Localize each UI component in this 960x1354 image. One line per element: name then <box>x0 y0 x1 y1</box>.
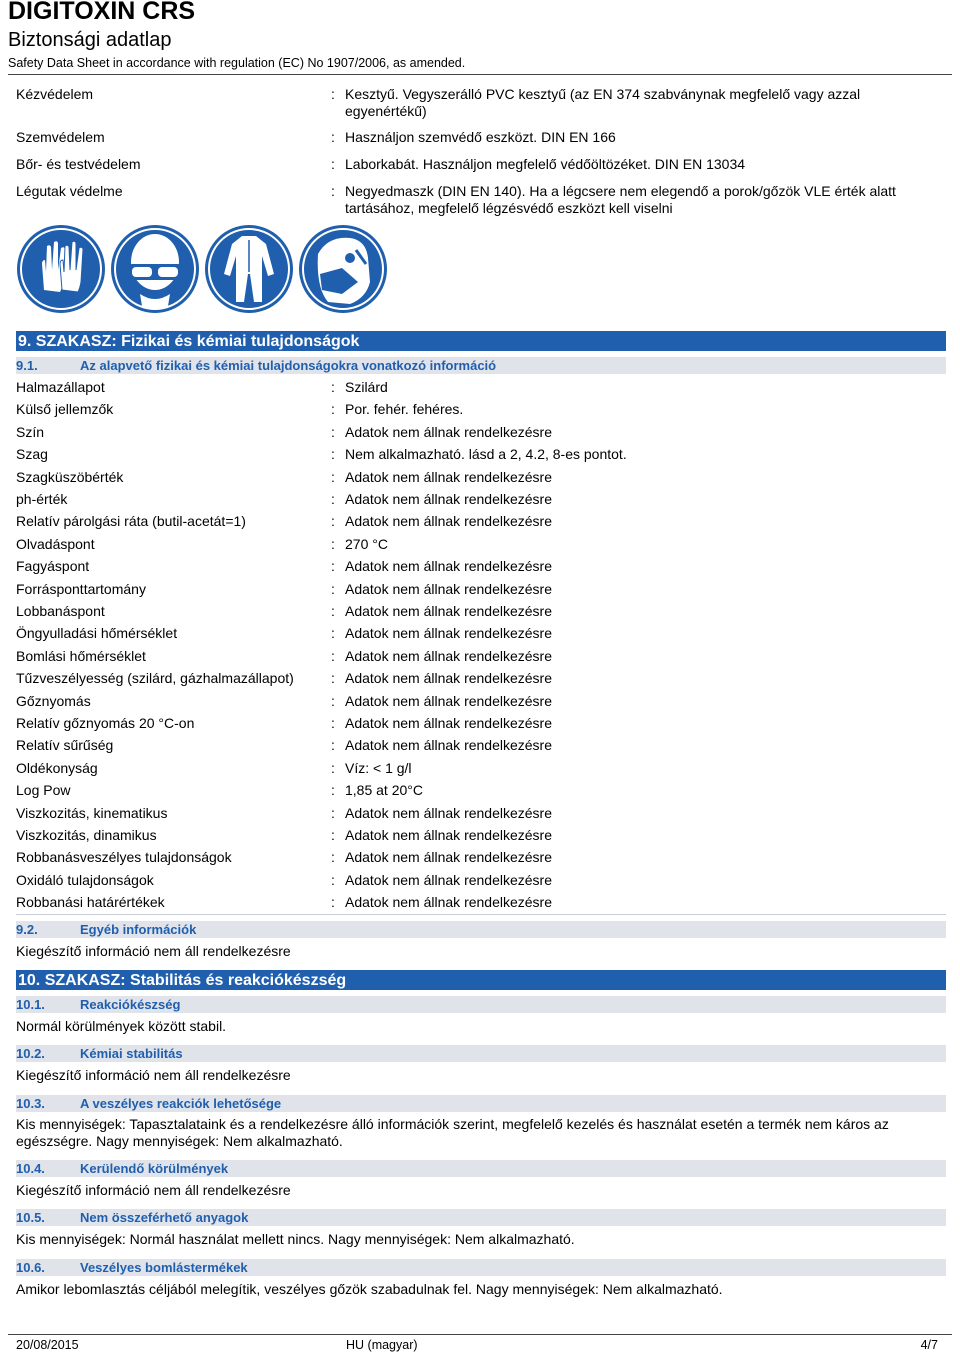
separator-colon: : <box>331 513 335 530</box>
footer-page-number: 4/7 <box>920 1338 938 1352</box>
subsection-text: Amikor lebomlasztás céljából melegítik, veszélyes gőzök szabadulnak fel. Nagy mennyiségek: Nem alkalmazható. <box>16 1281 723 1297</box>
properties-divider <box>16 376 946 915</box>
separator-colon: : <box>331 580 335 597</box>
subsection-text: Kiegészítő információ nem áll rendelkezésre <box>16 943 291 959</box>
property-label: Fagyáspont <box>16 558 90 575</box>
property-value: Nem alkalmazható. lásd a 2, 4.2, 8-es pontot. <box>345 446 627 463</box>
subsection-number: 10.1. <box>16 997 45 1012</box>
property-value: Szilárd <box>345 379 388 395</box>
protection-value: Használjon szemvédő eszközt. DIN EN 166 <box>345 129 616 145</box>
property-label: Halmazállapot <box>16 379 105 395</box>
section-10-heading: 10. SZAKASZ: Stabilitás és reakciókészség <box>16 970 946 990</box>
property-value: 1,85 at 20°C <box>345 782 423 799</box>
footer-language: HU (magyar) <box>346 1338 418 1352</box>
footer-divider <box>8 1334 952 1335</box>
subsection-title: A veszélyes reakciók lehetősége <box>80 1096 282 1111</box>
separator-colon: : <box>331 827 335 843</box>
subsection-number: 10.5. <box>16 1210 45 1225</box>
separator-colon: : <box>331 401 335 418</box>
subsection-9-2-heading <box>16 921 946 938</box>
subsection-title: Kémiai stabilitás <box>80 1046 183 1061</box>
subsection-title: Nem összeférhető anyagok <box>80 1210 249 1225</box>
subsection-10-6-heading <box>16 1259 946 1276</box>
subsection-9-1-heading <box>16 357 946 374</box>
property-label: Robbanásveszélyes tulajdonságok <box>16 849 232 866</box>
property-label: Forrásponttartomány <box>16 580 146 597</box>
property-value: Adatok nem állnak rendelkezésre <box>345 692 553 709</box>
separator-colon: : <box>331 603 335 619</box>
subsection-10-4-heading <box>16 1160 946 1177</box>
property-value: 270 °C <box>345 535 388 552</box>
property-label: Olvadáspont <box>16 535 95 552</box>
subsection-text: Normál körülmények között stabil. <box>16 1018 227 1034</box>
gloves-icon <box>16 224 106 314</box>
subsection-title: Reakciókészség <box>80 997 181 1012</box>
separator-colon: : <box>331 491 335 507</box>
separator-colon: : <box>331 423 335 440</box>
separator-colon: : <box>331 782 335 799</box>
separator-colon: : <box>331 535 335 552</box>
property-value: Adatok nem állnak rendelkezésre <box>345 603 553 619</box>
subsection-title: Egyéb információk <box>80 922 197 937</box>
property-value: Adatok nem állnak rendelkezésre <box>345 737 553 754</box>
property-label: Lobbanáspont <box>16 603 105 619</box>
property-value: Adatok nem állnak rendelkezésre <box>345 804 553 821</box>
separator-colon: : <box>331 670 335 687</box>
subsection-text: Kiegészítő információ nem áll rendelkezésre <box>16 1067 291 1083</box>
property-label: Oldékonyság <box>16 759 98 776</box>
document-title: DIGITOXIN CRS <box>8 0 196 25</box>
property-label: Öngyulladási hőmérséklet <box>16 625 178 642</box>
subsection-10-5-heading <box>16 1209 946 1226</box>
property-value: Adatok nem állnak rendelkezésre <box>345 491 553 507</box>
separator-colon: : <box>331 183 335 199</box>
property-label: Szag <box>16 446 48 463</box>
section-9-heading: 9. SZAKASZ: Fizikai és kémiai tulajdonságok <box>16 331 946 351</box>
subsection-number: 10.6. <box>16 1260 45 1275</box>
protection-label: Kézvédelem <box>16 86 94 102</box>
subsection-10-3-heading <box>16 1095 946 1112</box>
property-label: ph-érték <box>16 491 68 507</box>
separator-colon: : <box>331 86 335 102</box>
subsection-number: 9.1. <box>16 358 38 373</box>
protection-value: Negyedmaszk (DIN EN 140). Ha a légcsere nem elegendő a porok/gőzök VLE érték alatt tartásához, megfelelő légzésvédő eszközt kell viselni <box>345 183 896 216</box>
regulation-note: Safety Data Sheet in accordance with regulation (EC) No 1907/2006, as amended. <box>8 56 466 70</box>
separator-colon: : <box>331 446 335 463</box>
property-value: Por. fehér. fehéres. <box>345 401 464 418</box>
subsection-10-1-heading <box>16 996 946 1013</box>
property-label: Gőznyomás <box>16 692 91 709</box>
property-label: Log Pow <box>16 782 71 799</box>
property-value: Adatok nem állnak rendelkezésre <box>345 625 553 642</box>
header-divider <box>8 74 952 75</box>
separator-colon: : <box>331 647 335 664</box>
property-value: Adatok nem állnak rendelkezésre <box>345 468 553 485</box>
property-value: Adatok nem állnak rendelkezésre <box>345 558 553 575</box>
property-label: Tűzveszélyesség (szilárd, gázhalmazállapot) <box>16 670 294 687</box>
property-label: Szín <box>16 423 45 440</box>
property-value: Adatok nem állnak rendelkezésre <box>345 849 553 866</box>
separator-colon: : <box>331 849 335 866</box>
property-label: Viszkozitás, dinamikus <box>16 827 157 843</box>
protection-label: Légutak védelme <box>16 183 123 199</box>
subsection-title: Veszélyes bomlástermékek <box>80 1260 248 1275</box>
ppe-pictograms <box>16 224 436 316</box>
separator-colon: : <box>331 759 335 776</box>
subsection-text: Kis mennyiségek: Tapasztalataink és a rendelkezésre álló információk szerint, megfelelő kezelés és használat esetén a termék nem káros az egészségre. Nagy mennyiségek: Nem alkalmazható. <box>16 1116 889 1149</box>
property-label: Viszkozitás, kinematikus <box>16 804 168 821</box>
protection-value: Kesztyű. Vegyszerálló PVC kesztyű (az EN 374 szabványnak megfelelő vagy azzal egyenértékű) <box>345 86 861 119</box>
document-subtitle: Biztonsági adatlap <box>8 29 172 51</box>
separator-colon: : <box>331 715 335 731</box>
property-value: Adatok nem állnak rendelkezésre <box>345 423 553 440</box>
property-label: Bomlási hőmérséklet <box>16 647 146 664</box>
goggles-icon <box>110 224 200 314</box>
subsection-10-2-heading <box>16 1045 946 1062</box>
property-label: Relatív gőznyomás 20 °C-on <box>16 715 195 731</box>
separator-colon: : <box>331 625 335 642</box>
separator-colon: : <box>331 558 335 575</box>
property-value: Adatok nem állnak rendelkezésre <box>345 670 553 687</box>
separator-colon: : <box>331 692 335 709</box>
subsection-title: Az alapvető fizikai és kémiai tulajdonságokra vonatkozó információ <box>80 358 497 373</box>
property-label: Oxidáló tulajdonságok <box>16 871 154 888</box>
property-value: Adatok nem állnak rendelkezésre <box>345 715 553 731</box>
subsection-title: Kerülendő körülmények <box>80 1161 229 1176</box>
property-label: Szagküszöbérték <box>16 468 124 485</box>
separator-colon: : <box>331 156 335 172</box>
property-value: Adatok nem állnak rendelkezésre <box>345 513 553 530</box>
footer-date: 20/08/2015 <box>16 1338 79 1352</box>
property-label: Relatív párolgási ráta (butil-acetát=1) <box>16 513 246 530</box>
property-value: Adatok nem állnak rendelkezésre <box>345 894 553 911</box>
subsection-text: Kis mennyiségek: Normál használat mellett nincs. Nagy mennyiségek: Nem alkalmazható. <box>16 1231 575 1247</box>
protection-label: Szemvédelem <box>16 129 105 145</box>
face-mask-icon <box>298 224 388 314</box>
protection-label: Bőr- és testvédelem <box>16 156 141 172</box>
separator-colon: : <box>331 894 335 911</box>
property-label: Külső jellemzők <box>16 401 114 418</box>
separator-colon: : <box>331 871 335 888</box>
subsection-number: 10.2. <box>16 1046 45 1061</box>
property-label: Robbanási határértékek <box>16 894 165 911</box>
property-value: Adatok nem állnak rendelkezésre <box>345 580 553 597</box>
subsection-text: Kiegészítő információ nem áll rendelkezésre <box>16 1182 291 1198</box>
separator-colon: : <box>331 804 335 821</box>
property-value: Adatok nem állnak rendelkezésre <box>345 871 553 888</box>
protective-suit-icon <box>204 224 294 314</box>
property-label: Relatív sűrűség <box>16 737 114 754</box>
property-value: Adatok nem állnak rendelkezésre <box>345 827 553 843</box>
property-value: Adatok nem állnak rendelkezésre <box>345 647 553 664</box>
separator-colon: : <box>331 379 335 395</box>
subsection-number: 10.4. <box>16 1161 45 1176</box>
separator-colon: : <box>331 129 335 145</box>
property-value: Víz: < 1 g/l <box>345 759 412 776</box>
subsection-number: 10.3. <box>16 1096 45 1111</box>
protection-value: Laborkabát. Használjon megfelelő védőöltözéket. DIN EN 13034 <box>345 156 746 172</box>
separator-colon: : <box>331 737 335 754</box>
separator-colon: : <box>331 468 335 485</box>
subsection-number: 9.2. <box>16 922 38 937</box>
